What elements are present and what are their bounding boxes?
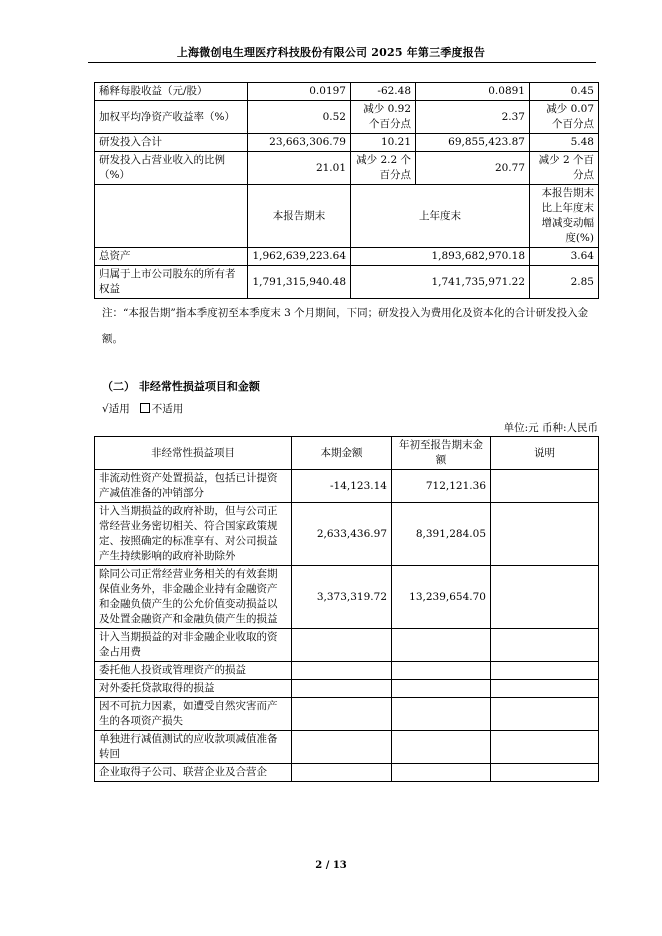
table-row: [95, 731, 599, 764]
non-recurring-gains-table: [94, 436, 599, 782]
row-label: 对外委托贷款取得的损益: [95, 680, 292, 698]
table-row: [95, 503, 599, 566]
table-cell: [491, 503, 599, 566]
table-cell: [491, 680, 599, 698]
table-cell: 8,391,284.05: [392, 503, 491, 566]
row-label: 稀释每股收益（元/股）: [95, 83, 248, 101]
table-cell: [292, 680, 392, 698]
table-cell: [292, 764, 392, 782]
table-row: [95, 698, 599, 731]
table-cell: 2.37: [416, 101, 530, 134]
table-row: [95, 566, 599, 629]
table-cell: 20.77: [416, 152, 530, 185]
page-header-title: 上海微创电生理医疗科技股份有限公司 2025 年第三季度报告: [176, 46, 486, 59]
table-cell: 23,663,306.79: [248, 134, 351, 152]
table-cell: 13,239,654.70: [392, 566, 491, 629]
table-cell: [491, 566, 599, 629]
table-row: [95, 152, 599, 185]
table-cell: [292, 698, 392, 731]
table-cell: [292, 662, 392, 680]
checkbox-icon: [140, 403, 150, 413]
row-label: 单独进行减值测试的应收款项减值准备转回: [95, 731, 292, 764]
table-cell: 1,791,315,940.48: [248, 266, 351, 299]
table-cell: [491, 764, 599, 782]
row-label: 除同公司正常经营业务相关的有效套期保值业务外，非金融企业持有金融资产和金融负债产生的公允价值变动损益以及处置金融资产和金融负债产生的损益: [95, 566, 292, 629]
table-cell: 0.0197: [248, 83, 351, 101]
table-cell: [392, 662, 491, 680]
table-cell: 69,855,423.87: [416, 134, 530, 152]
table-footnote: 注：“本报告期”指本季度初至本季度末 3 个月期间，下同；研发投入为费用化及资本化的合计研发投入金额。: [102, 307, 589, 345]
table-row: [95, 134, 599, 152]
table-cell: 1,893,682,970.18: [351, 248, 530, 266]
row-label: 总资产: [95, 248, 248, 266]
table-cell: 0.0891: [416, 83, 530, 101]
table-cell: 10.21: [351, 134, 416, 152]
row-label: 加权平均净资产收益率（%）: [95, 101, 248, 134]
column-header: 说明: [491, 437, 599, 470]
table-cell: [491, 698, 599, 731]
table-cell: 21.01: [248, 152, 351, 185]
table-cell: 3,373,319.72: [292, 566, 392, 629]
table-cell: [392, 629, 491, 662]
table-cell: [95, 185, 248, 248]
table-cell: 5.48: [530, 134, 599, 152]
table-cell: 712,121.36: [392, 470, 491, 503]
table-cell: 3.64: [530, 248, 599, 266]
row-label: 委托他人投资或管理资产的损益: [95, 662, 292, 680]
table-cell: 减少 2 个百分点: [530, 152, 599, 185]
column-header: 本报告期末: [248, 185, 351, 248]
table-row: [95, 470, 599, 503]
column-header: 本报告期末比上年度末增减变动幅度(%): [530, 185, 599, 248]
applicability-line: [102, 401, 183, 416]
header-divider: [88, 62, 596, 63]
column-header: 上年度末: [351, 185, 530, 248]
table-subheader-row: [95, 185, 599, 248]
table-cell: [491, 470, 599, 503]
column-header: 非经常性损益项目: [95, 437, 292, 470]
page-number: 2 / 13: [315, 860, 347, 871]
table-cell: 1,962,639,223.64: [248, 248, 351, 266]
row-label: 非流动性资产处置损益，包括已计提资产减值准备的冲销部分: [95, 470, 292, 503]
table-row: [95, 266, 599, 299]
table-cell: [491, 731, 599, 764]
table-cell: 减少 2.2 个百分点: [351, 152, 416, 185]
table-cell: 0.45: [530, 83, 599, 101]
not-applicable-option: 不适用: [151, 403, 184, 415]
row-label: 因不可抗力因素，如遭受自然灾害而产生的各项资产损失: [95, 698, 292, 731]
row-label: 计入当期损益的政府补助，但与公司正常经营业务密切相关、符合国家政策规定、按照确定的标准享有、对公司损益产生持续影响的政府补助除外: [95, 503, 292, 566]
row-label: 计入当期损益的对非金融企业收取的资金占用费: [95, 629, 292, 662]
row-label: 归属于上市公司股东的所有者权益: [95, 266, 248, 299]
table-cell: [392, 731, 491, 764]
column-header: 本期金额: [292, 437, 392, 470]
table-cell: [392, 698, 491, 731]
table-cell: 0.52: [248, 101, 351, 134]
table-cell: 减少 0.07 个百分点: [530, 101, 599, 134]
table-cell: [392, 680, 491, 698]
column-header: 年初至报告期末金额: [392, 437, 491, 470]
table-row: [95, 764, 599, 782]
table-cell: 1,741,735,971.22: [351, 266, 530, 299]
table-cell: [292, 731, 392, 764]
table-row: [95, 101, 599, 134]
financial-indicators-table: [94, 82, 599, 299]
table-cell: [491, 629, 599, 662]
table-cell: -62.48: [351, 83, 416, 101]
unit-currency-label: 单位:元 币种:人民币: [503, 422, 598, 434]
table-row: [95, 248, 599, 266]
table-row: [95, 83, 599, 101]
table-cell: [292, 629, 392, 662]
table-cell: [491, 662, 599, 680]
row-label: 研发投入合计: [95, 134, 248, 152]
table-cell: [392, 764, 491, 782]
row-label: 研发投入占营业收入的比例（%）: [95, 152, 248, 185]
table-cell: 2.85: [530, 266, 599, 299]
section-title: （二） 非经常性损益项目和金额: [102, 380, 260, 393]
table-row: [95, 629, 599, 662]
table-row: [95, 680, 599, 698]
table-cell: 减少 0.92 个百分点: [351, 101, 416, 134]
row-label: 企业取得子公司、联营企业及合营企: [95, 764, 292, 782]
table-cell: 2,633,436.97: [292, 503, 392, 566]
applicable-option: √适用: [102, 403, 130, 415]
table-row: [95, 662, 599, 680]
table-header-row: [95, 437, 599, 470]
table-cell: -14,123.14: [292, 470, 392, 503]
